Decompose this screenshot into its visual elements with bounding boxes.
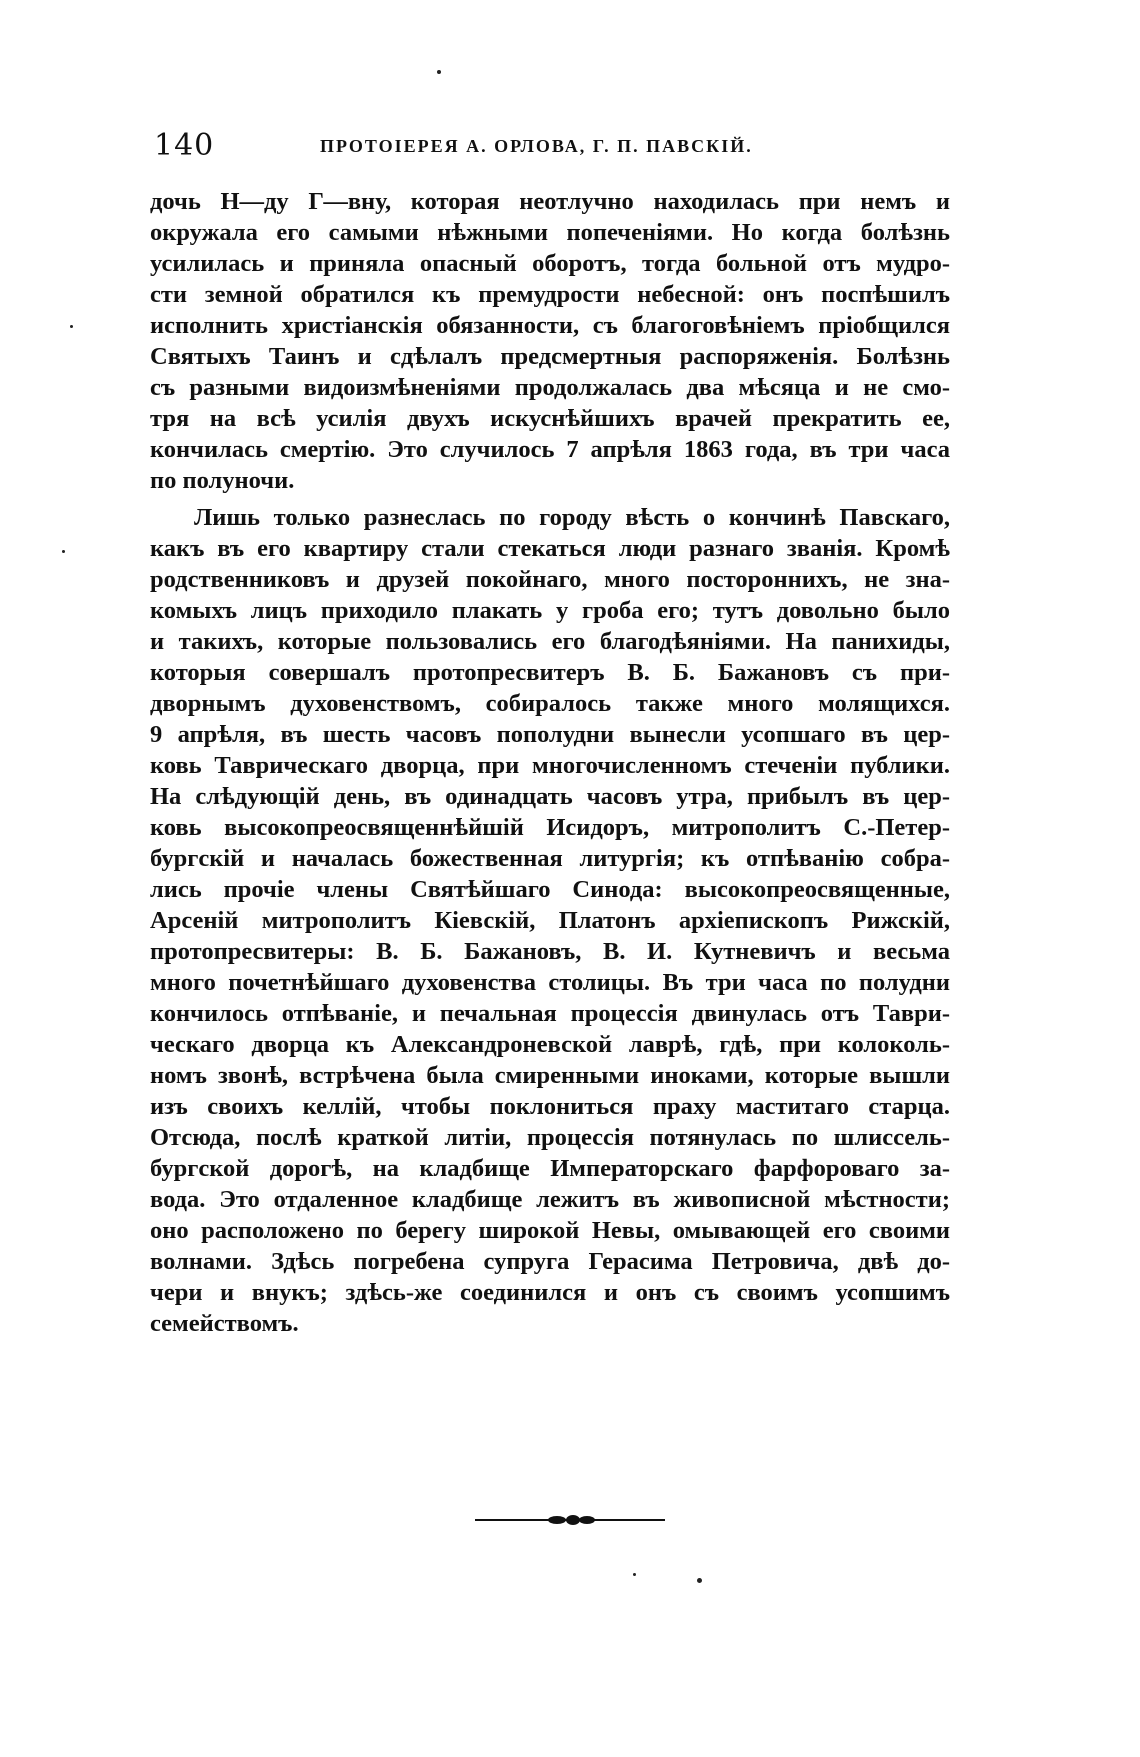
text-line: много почетнѣйшаго духовенства столицы. Въ три часа по полудни [150, 969, 950, 996]
speck-top [437, 70, 441, 74]
text-line: На слѣдующій день, въ одинадцать часовъ утра, прибылъ въ цер- [150, 783, 950, 810]
text-line: исполнить христіанскія обязанности, съ благоговѣніемъ пріобщился [150, 312, 950, 339]
text-line: по полуночи. [150, 467, 295, 494]
text-line: протопресвитеры: В. Б. Бажановъ, В. И. Кутневичъ и весьма [150, 938, 950, 965]
text-line: чери и внукъ; здѣсь-же соединился и онъ съ своимъ усопшимъ [150, 1279, 950, 1306]
text-line: Лишь только разнеслась по городу вѣсть о кончинѣ Павскаго, [194, 504, 950, 531]
text-line: какъ въ его квартиру стали стекаться люди разнаго званія. Кромѣ [150, 535, 950, 562]
text-line: и такихъ, которые пользовались его благодѣяніями. На панихиды, [150, 628, 950, 655]
text-line: кончилась смертію. Это случилось 7 апрѣля 1863 года, въ три часа [150, 436, 950, 463]
text-line: комыхъ лицъ приходило плакать у гроба его; тутъ довольно было [150, 597, 950, 624]
text-line: которыя совершалъ протопресвитеръ В. Б. Бажановъ съ при- [150, 659, 950, 686]
text-line: ковь высокопреосвященнѣйшій Исидоръ, митрополитъ С.-Петер- [150, 814, 950, 841]
text-line: семействомъ. [150, 1310, 299, 1337]
text-line: бургскій и началась божественная литургія; къ отпѣванію собра- [150, 845, 950, 872]
text-line: тря на всѣ усилія двухъ искуснѣйшихъ врачей прекратить ее, [150, 405, 950, 432]
text-line: Отсюда, послѣ краткой литіи, процессія потянулась по шлиссель- [150, 1124, 950, 1151]
speck-left-margin-2 [62, 550, 65, 553]
paragraph-2 [150, 502, 950, 1339]
text-line: вода. Это отдаленное кладбище лежитъ въ живописной мѣстности; [150, 1186, 950, 1213]
text-line: дворнымъ духовенствомъ, собиралось также много молящихся. [150, 690, 950, 717]
speck-bottom-1 [633, 1573, 636, 1576]
text-line: окружала его самыми нѣжными попеченіями. Но когда болѣзнь [150, 219, 950, 246]
text-line: бургской дорогѣ, на кладбище Императорскаго фарфороваго за- [150, 1155, 950, 1182]
text-line: кончилось отпѣваніе, и печальная процессія двинулась отъ Таври- [150, 1000, 950, 1027]
page-header [150, 128, 950, 168]
text-line: усилилась и приняла опасный оборотъ, тогда больной отъ мудро- [150, 250, 950, 277]
text-line: номъ звонѣ, встрѣчена была смиренными иноками, которые вышли [150, 1062, 950, 1089]
text-line: ческаго дворца къ Александроневской лаврѣ, гдѣ, при колоколь- [150, 1031, 950, 1058]
page-number: 140 [154, 128, 215, 163]
text-line: Арсеній митрополитъ Кіевскій, Платонъ архіепископъ Рижскій, [150, 907, 950, 934]
speck-bottom-2 [697, 1578, 702, 1583]
body-text [150, 186, 950, 1339]
text-line: сти земной обратился къ премудрости небесной: онъ поспѣшилъ [150, 281, 950, 308]
text-line: оно расположено по берегу широкой Невы, омывающей его своими [150, 1217, 950, 1244]
text-line: съ разными видоизмѣненіями продолжалась два мѣсяца и не смо- [150, 374, 950, 401]
paragraph-1 [150, 186, 950, 496]
text-line: ковь Таврическаго дворца, при многочисленномъ стеченіи публики. [150, 752, 950, 779]
running-head: ПРОТОІЕРЕЯ А. ОРЛОВА, Г. П. ПАВСКІЙ. [320, 136, 753, 156]
text-line: 9 апрѣля, въ шесть часовъ пополудни вынесли усопшаго въ цер- [150, 721, 950, 748]
text-line: дочь Н—ду Г—вну, которая неотлучно находилась при немъ и [150, 188, 950, 215]
text-line: Святыхъ Таинъ и сдѣлалъ предсмертныя распоряженія. Болѣзнь [150, 343, 950, 370]
text-line: изъ своихъ келлій, чтобы поклониться праху маститаго старца. [150, 1093, 950, 1120]
speck-left-margin [70, 325, 73, 328]
text-line: родственниковъ и друзей покойнаго, много постороннихъ, не зна- [150, 566, 950, 593]
text-line: лись прочіе члены Святѣйшаго Синода: высокопреосвященные, [150, 876, 950, 903]
end-ornament-icon [475, 1512, 665, 1528]
text-line: волнами. Здѣсь погребена супруга Герасима Петровича, двѣ до- [150, 1248, 950, 1275]
